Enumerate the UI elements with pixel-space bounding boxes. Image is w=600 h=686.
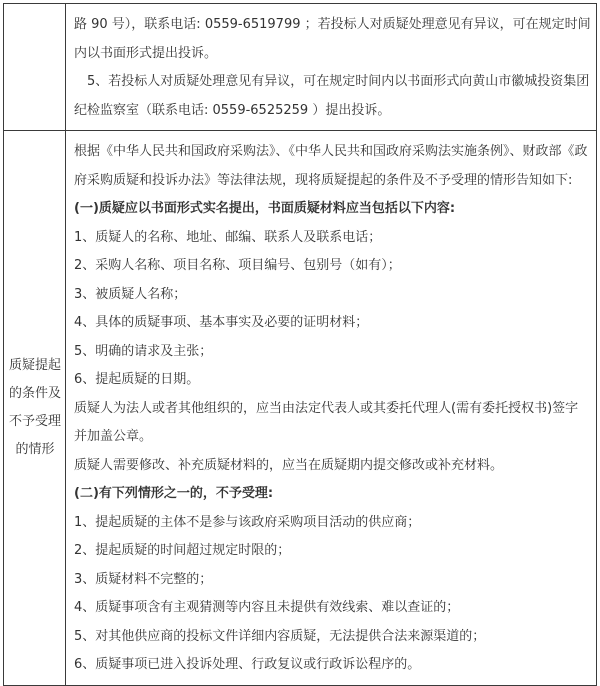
list-item: 3、质疑材料不完整的；: [74, 571, 213, 587]
list-item: 6、质疑事项已进入投诉处理、行政复议或行政诉讼程序的。: [74, 657, 421, 672]
list-item: 1、质疑人的名称、地址、邮编、联系人及联系电话；: [74, 229, 382, 245]
list-item: 1、提起质疑的主体不是参与该政府采购项目活动的供应商；: [74, 514, 421, 530]
table-row: [4, 4, 597, 131]
list-item: 4、具体的质疑事项、基本事实及必要的证明材料；: [74, 315, 369, 330]
list-item: 5、明确的请求及主张；: [74, 343, 213, 359]
list-item: 2、提起质疑的时间超过规定时限的；: [74, 543, 291, 558]
row-label: 质疑提起的条件及不予受理的情形: [8, 357, 61, 457]
row-label-cell-empty: [4, 4, 66, 131]
list-item: 2、采购人名称、项目名称、项目编号、包别号（如有）；: [74, 258, 401, 273]
content-cell-body: [66, 131, 597, 686]
row-label-cell: [4, 131, 66, 686]
section-heading-2: (二)有下列情形之一的，不予受理:: [74, 486, 274, 501]
notice-table: [3, 3, 597, 686]
paragraph: 质疑人需要修改、补充质疑材料的，应当在质疑期内提交修改或补充材料。: [74, 457, 504, 473]
paragraph: 质疑人为法人或者其他组织的，应当由法定代表人或其委托代理人(需有委托授权书)签字并加盖公章。: [74, 400, 579, 444]
paragraph: 5、若投标人对质疑处理意见有异议，可在规定时间内以书面形式向黄山市徽城投资集团纪检监察室（联系电话: 0559-6525259 ）提出投诉。: [74, 74, 590, 118]
list-item: 4、质疑事项含有主观猜测等内容且未提供有效线索、难以查证的；: [74, 600, 460, 615]
paragraph: 路 90 号），联系电话: 0559-6519799 ；若投标人对质疑处理意见有异议，可在规定时间内以书面形式提出投诉。: [74, 17, 591, 61]
content-cell-top: [66, 4, 597, 131]
list-item: 6、提起质疑的日期。: [74, 372, 200, 387]
paragraph: 根据《中华人民共和国政府采购法》、《中华人民共和国政府采购法实施条例》、财政部《政府采购质疑和投诉办法》等法律法规，现将质疑提起的条件及不予受理的情形告知如下:: [74, 144, 588, 188]
section-heading-1: (一)质疑应以书面形式实名提出，书面质疑材料应当包括以下内容:: [74, 201, 456, 216]
list-item: 3、被质疑人名称；: [74, 286, 187, 302]
table-row: [4, 131, 597, 686]
list-item: 5、对其他供应商的投标文件详细内容质疑，无法提供合法来源渠道的；: [74, 628, 486, 644]
